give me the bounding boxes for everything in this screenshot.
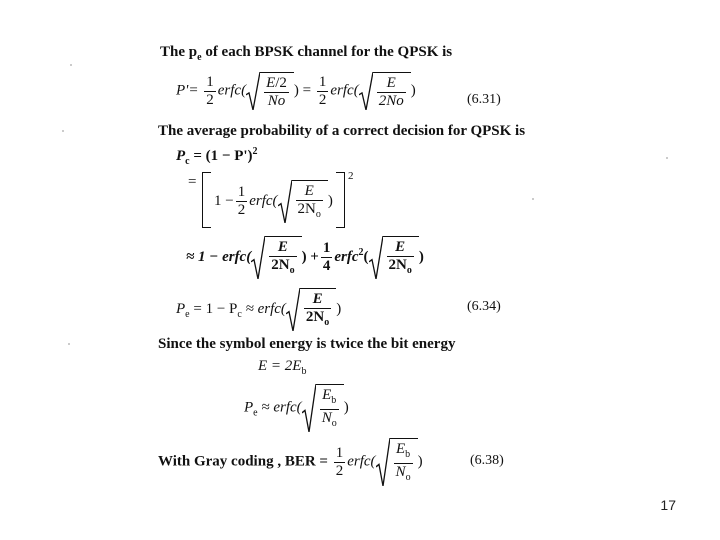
equation-number-6-38: (6.38) (470, 453, 504, 468)
scan-speck (70, 64, 72, 66)
right-bracket (336, 172, 345, 228)
pe-equation: $P_e$ ≈ erfc( $\frac{E_b}{N_o}$ ) (244, 384, 349, 432)
equation-6-31: P'= $\frac{1}{2}$ erfc( $\frac{E/2}{No}$ ) = $\frac{1}{2}$ erfc( $\frac{E}{2No}$ ) (176, 73, 416, 109)
equation-6-34: $P_e = 1 - P_c$ ≈ erfc( $\frac{E}{2N_o}$ ) (176, 288, 341, 331)
approximation-equation: ≈ 1 − erfc( $\frac{E}{2N_o}$ ) + $\frac{1}{4}$ erfc$^2$( $\frac{E}{2N_o}$ ) (186, 236, 424, 279)
intro-line: The $p_e$ of each BPSK channel for the QPSK is (160, 44, 453, 63)
equation-number-6-31: (6.31) (467, 92, 501, 107)
left-bracket (202, 172, 211, 228)
pc-equation: $P_c = (1 - P')^2$ (176, 146, 258, 167)
equation-number-6-34: (6.34) (467, 299, 501, 314)
bracket-equation: = (188, 174, 197, 190)
page-number: 17 (660, 497, 676, 513)
scan-speck (68, 343, 70, 345)
bracket-content: 1 − $\frac{1}{2}$ erfc( $\frac{E}{2N_o}$ ) (214, 180, 333, 223)
symbol-energy-line: Since the symbol energy is twice the bit energy (158, 336, 456, 352)
bracket-exponent: 2 (348, 170, 354, 182)
average-probability-line: The average probability of a correct decision for QPSK is (158, 123, 526, 139)
energy-equation: $E = 2E_b$ (258, 358, 307, 377)
scan-speck (532, 198, 534, 200)
scan-speck (62, 130, 64, 132)
equation-6-38: With Gray coding , BER = $\frac{1}{2}$ erfc( $\frac{E_b}{N_o}$ ) (158, 438, 423, 486)
scan-speck (666, 157, 668, 159)
